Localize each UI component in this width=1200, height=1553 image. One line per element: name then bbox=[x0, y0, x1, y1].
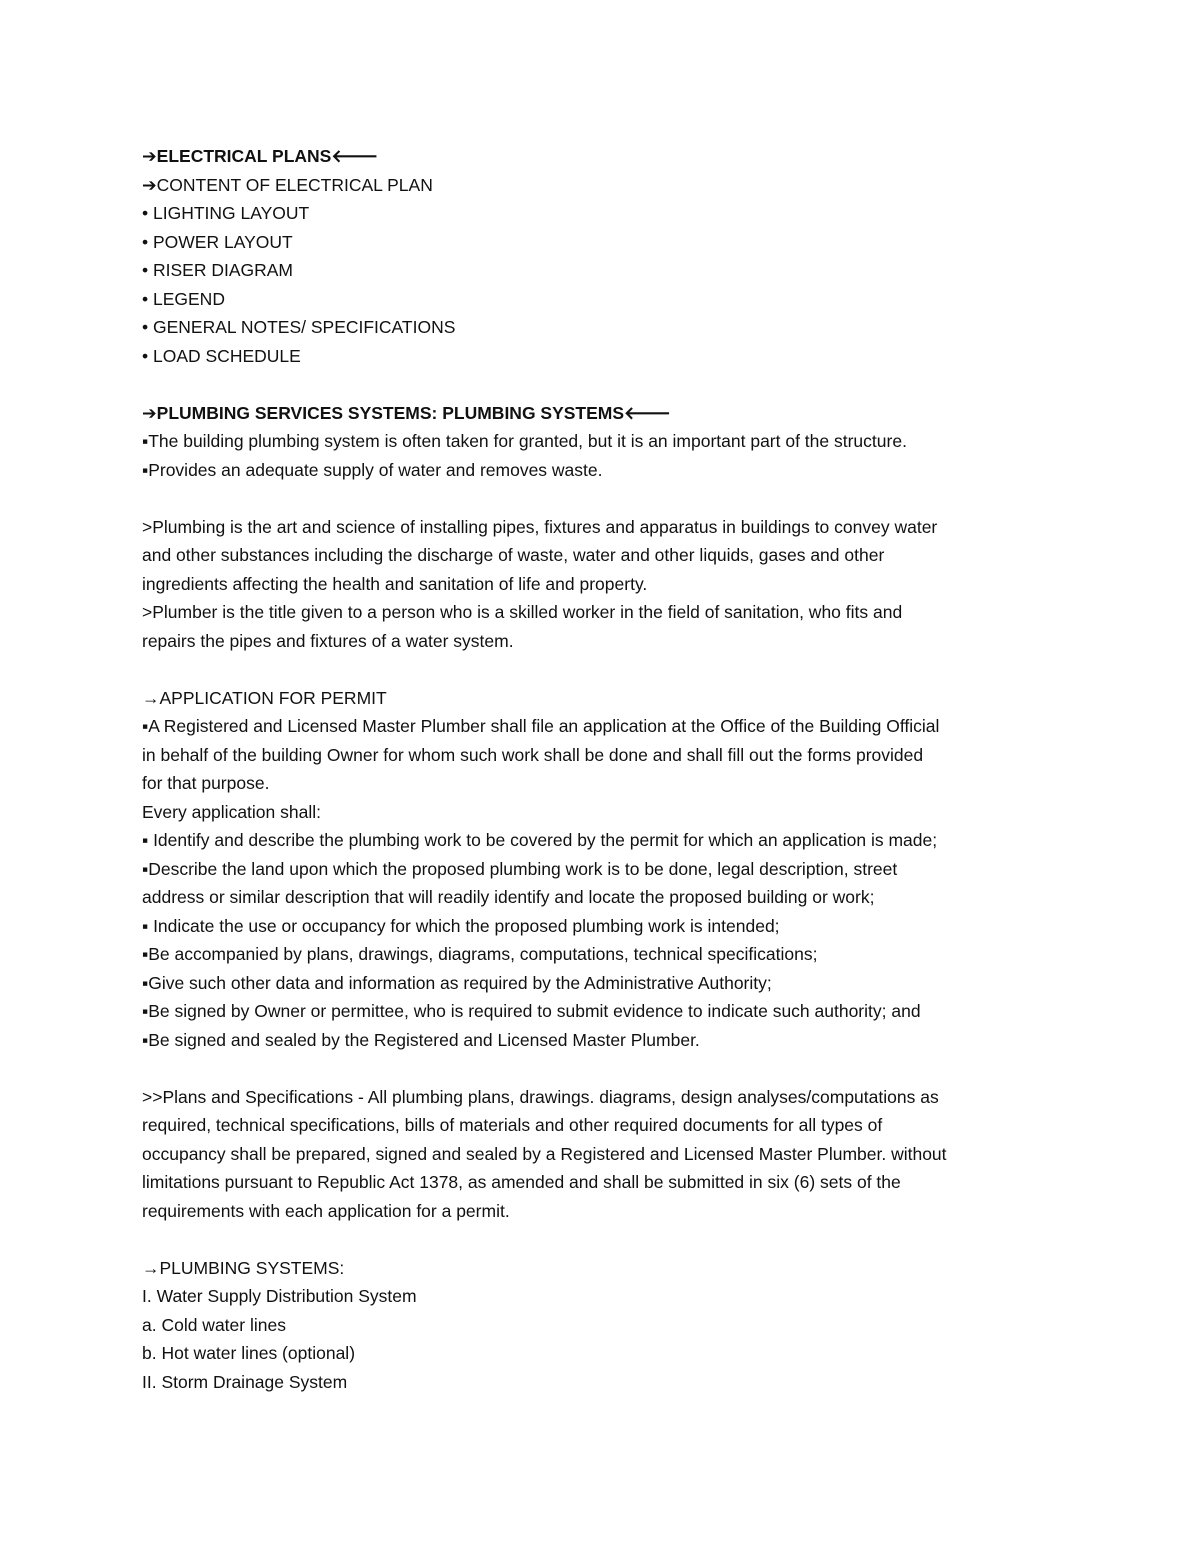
permit-heading bbox=[142, 684, 1140, 713]
arrow-right-icon: → bbox=[142, 687, 160, 708]
electrical-plans-title: ELECTRICAL PLANS bbox=[156, 146, 332, 166]
electrical-subtitle-text: CONTENT OF ELECTRICAL PLAN bbox=[156, 174, 433, 195]
permit-requirement-line: ▪Describe the land upon which the proposed plumbing work is to be done, legal description, street bbox=[142, 858, 898, 879]
permit-requirement-line: ▪ Indicate the use or occupancy for which the proposed plumbing work is intended; bbox=[142, 915, 780, 936]
arrow-left-icon: 🡐 bbox=[624, 402, 671, 423]
electrical-list-item: • GENERAL NOTES/ SPECIFICATIONS bbox=[142, 317, 456, 337]
plumbing-systems-heading bbox=[142, 1254, 1140, 1283]
spacer bbox=[142, 370, 1140, 399]
arrow-right-icon: ➔ bbox=[142, 402, 157, 423]
plumbing-services-heading bbox=[142, 399, 1140, 428]
plumbing-system-item: b. Hot water lines (optional) bbox=[142, 1343, 356, 1363]
plumbing-definition-line: and other substances including the discharge of waste, water and other liquids, gases and other bbox=[142, 545, 885, 565]
plans-spec-line: limitations pursuant to Republic Act 1378, as amended and shall be submitted in six (6) sets of the bbox=[142, 1172, 901, 1192]
plumbing-definition-line: >Plumber is the title given to a person who is a skilled worker in the field of sanitation, who fits and bbox=[142, 602, 903, 622]
plumbing-system-item: a. Cold water lines bbox=[142, 1314, 286, 1335]
electrical-list-item: • LEGEND bbox=[142, 288, 225, 309]
electrical-content-subtitle bbox=[142, 171, 1140, 200]
permit-requirement-line: ▪Be accompanied by plans, drawings, diagrams, computations, technical specifications; bbox=[142, 944, 818, 964]
plumbing-definition-line: >Plumbing is the art and science of installing pipes, fixtures and apparatus in buildings to convey water bbox=[142, 516, 938, 537]
arrow-right-icon: ➔ bbox=[142, 174, 157, 195]
plumbing-bullet: ▪The building plumbing system is often taken for granted, but it is an important part of the structure. bbox=[142, 431, 907, 451]
permit-requirement-line: ▪Be signed by Owner or permittee, who is required to submit evidence to indicate such authority; and bbox=[142, 1001, 921, 1021]
spacer bbox=[142, 655, 1140, 684]
permit-intro-line: ▪A Registered and Licensed Master Plumber shall file an application at the Office of the Building Official bbox=[142, 716, 940, 736]
plumbing-system-item: I. Water Supply Distribution System bbox=[142, 1286, 417, 1306]
permit-title: APPLICATION FOR PERMIT bbox=[159, 687, 387, 708]
electrical-list-item: • POWER LAYOUT bbox=[142, 231, 293, 252]
electrical-list-item: • LOAD SCHEDULE bbox=[142, 345, 301, 366]
permit-requirement-line: ▪Be signed and sealed by the Registered and Licensed Master Plumber. bbox=[142, 1029, 700, 1050]
plumbing-bullet: ▪Provides an adequate supply of water and removes waste. bbox=[142, 459, 603, 480]
permit-requirement-line: ▪ Identify and describe the plumbing work to be covered by the permit for which an application is made; bbox=[142, 830, 938, 850]
spacer bbox=[142, 484, 1140, 513]
permit-requirement-line: address or similar description that will readily identify and locate the proposed building or work; bbox=[142, 887, 875, 907]
electrical-plans-heading bbox=[142, 142, 1140, 171]
permit-requirement-line: ▪Give such other data and information as required by the Administrative Authority; bbox=[142, 972, 772, 993]
permit-intro-line: Every application shall: bbox=[142, 801, 321, 822]
plans-spec-line: occupancy shall be prepared, signed and sealed by a Registered and Licensed Master Plumber. without bbox=[142, 1143, 947, 1164]
electrical-list-item: • LIGHTING LAYOUT bbox=[142, 203, 310, 223]
plans-spec-line: required, technical specifications, bills of materials and other required documents for all types of bbox=[142, 1115, 883, 1135]
spacer bbox=[142, 1054, 1140, 1083]
plumbing-definition-line: ingredients affecting the health and sanitation of life and property. bbox=[142, 573, 648, 594]
plans-spec-line: >>Plans and Specifications - All plumbing plans, drawings. diagrams, design analyses/computations as bbox=[142, 1086, 939, 1107]
arrow-left-icon: 🡐 bbox=[331, 146, 379, 166]
plumbing-system-item: II. Storm Drainage System bbox=[142, 1371, 348, 1392]
plans-spec-line: requirements with each application for a permit. bbox=[142, 1200, 510, 1221]
electrical-list-item: • RISER DIAGRAM bbox=[142, 260, 294, 280]
spacer bbox=[142, 1225, 1140, 1254]
permit-intro-line: in behalf of the building Owner for whom such work shall be done and shall fill out the forms provided bbox=[142, 744, 924, 765]
permit-intro-line: for that purpose. bbox=[142, 773, 270, 793]
plumbing-services-title: PLUMBING SERVICES SYSTEMS: PLUMBING SYSTEMS bbox=[156, 402, 625, 423]
arrow-right-icon: ➔ bbox=[142, 146, 157, 166]
plumbing-definition-line: repairs the pipes and fixtures of a water system. bbox=[142, 630, 514, 651]
plumbing-systems-title: PLUMBING SYSTEMS: bbox=[159, 1257, 345, 1278]
arrow-right-icon: → bbox=[142, 1257, 160, 1278]
